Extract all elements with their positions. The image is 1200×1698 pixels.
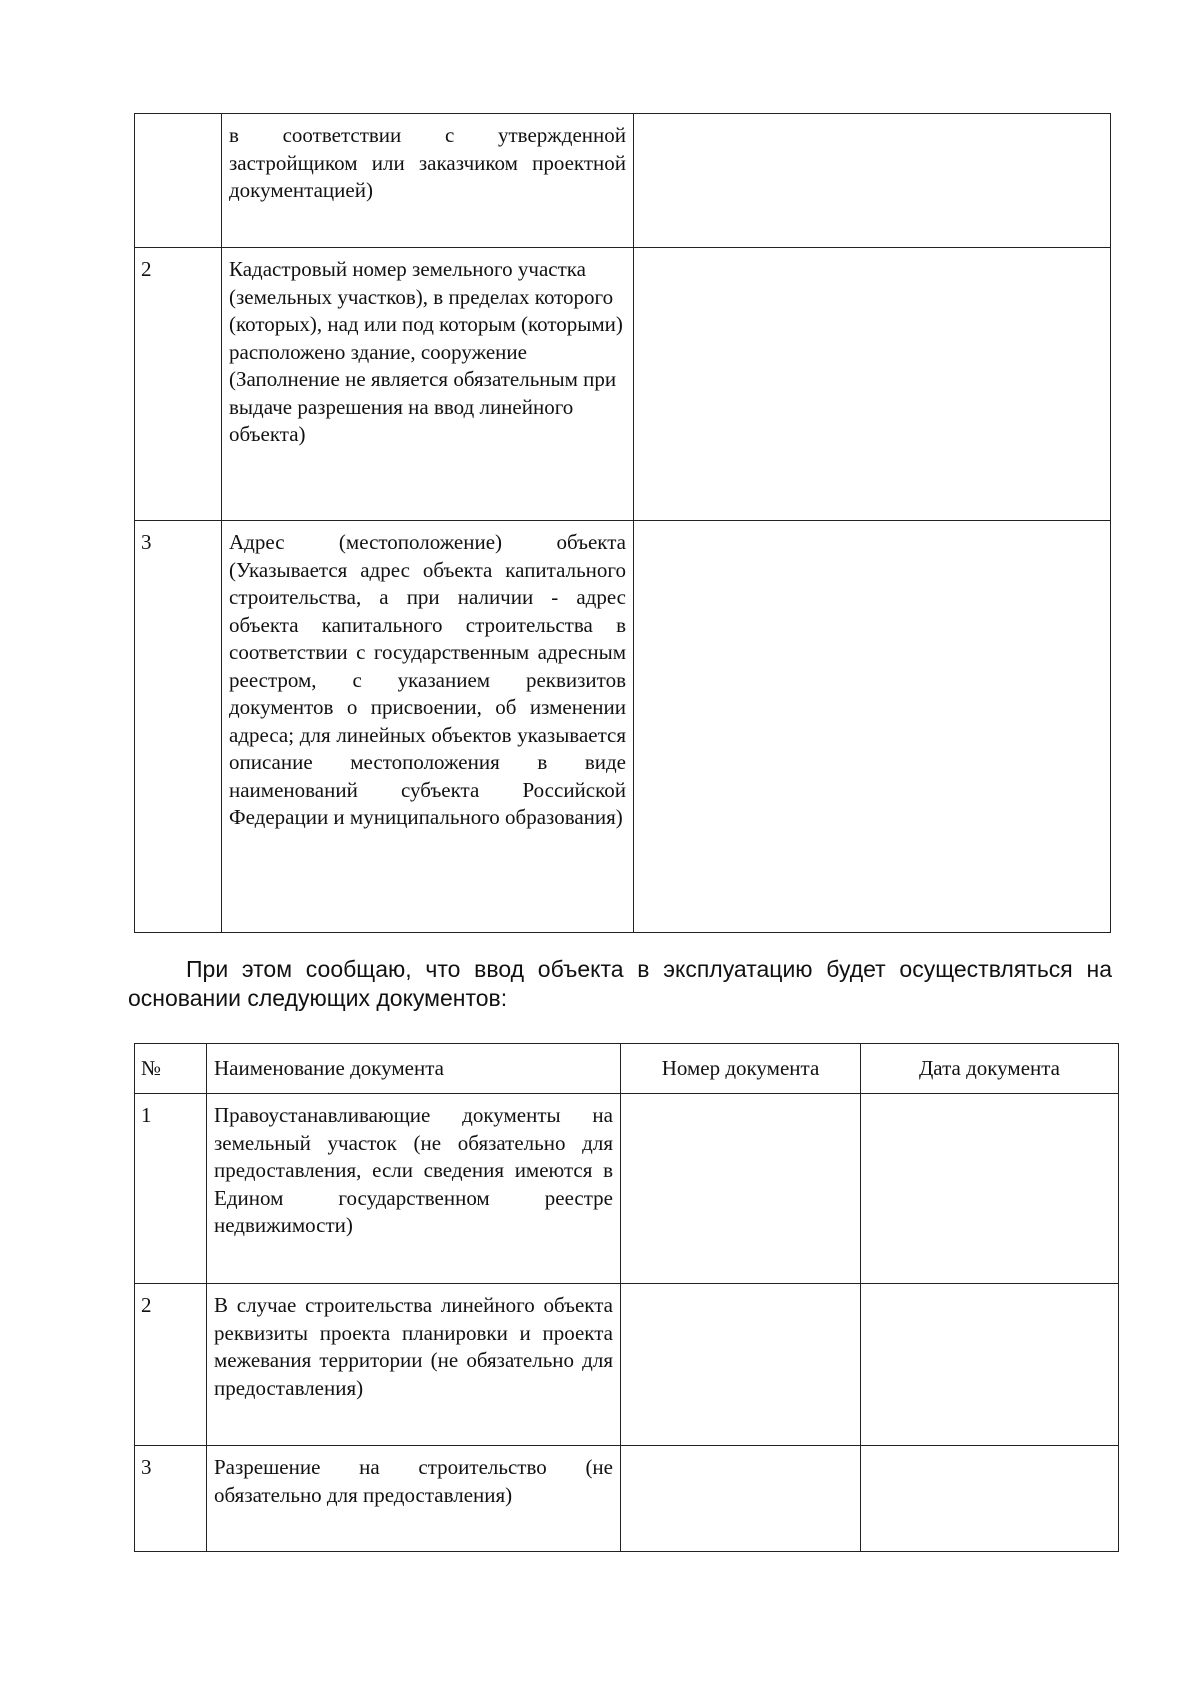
row-number bbox=[135, 114, 222, 248]
header-number: № bbox=[135, 1044, 207, 1094]
row-document-number-field[interactable] bbox=[621, 1284, 861, 1446]
row-document-date-field[interactable] bbox=[861, 1284, 1119, 1446]
row-document-name: Правоустанавливающие документы на земельный участок (не обязательно для предоставления, если сведения имеются в Едином государственном реестре недвижимости) bbox=[207, 1094, 621, 1284]
paragraph-text: При этом сообщаю, что ввод объекта в эксплуатацию будет осуществляться на основании следующих документов: bbox=[128, 956, 1112, 1011]
row-description: Адрес (местоположение) объекта (Указывается адрес объекта капитального строительства, а при наличии - адрес объекта капитального строительства в соответствии с государственным адресным реестром, с указанием реквизитов документов о присвоении, об изменении адреса; для линейных объектов указывается описание местоположения в виде наименований субъекта Российской Федерации и муниципального образования) bbox=[222, 521, 634, 933]
table-row bbox=[135, 1094, 1119, 1284]
row-description: Кадастровый номер земельного участка (земельных участков), в пределах которого (которых), над или под которым (которыми) расположено здание, сооружение (Заполнение не является обязательным при выдаче разрешения на ввод линейного объекта) bbox=[222, 248, 634, 521]
table-row bbox=[135, 1284, 1119, 1446]
table-header-row bbox=[135, 1044, 1119, 1094]
documents-table bbox=[134, 1043, 1119, 1552]
row-value-field[interactable] bbox=[634, 248, 1111, 521]
row-description: в соответствии с утвержденной застройщиком или заказчиком проектной документацией) bbox=[222, 114, 634, 248]
row-document-date-field[interactable] bbox=[861, 1446, 1119, 1552]
object-info-table bbox=[134, 113, 1111, 933]
documents-intro-paragraph bbox=[128, 955, 1112, 1013]
row-document-number-field[interactable] bbox=[621, 1094, 861, 1284]
header-document-name: Наименование документа bbox=[207, 1044, 621, 1094]
table-row bbox=[135, 248, 1111, 521]
row-document-name: Разрешение на строительство (не обязательно для предоставления) bbox=[207, 1446, 621, 1552]
row-document-date-field[interactable] bbox=[861, 1094, 1119, 1284]
row-value-field[interactable] bbox=[634, 114, 1111, 248]
row-number: 1 bbox=[135, 1094, 207, 1284]
row-document-number-field[interactable] bbox=[621, 1446, 861, 1552]
row-number: 3 bbox=[135, 521, 222, 933]
table-row bbox=[135, 114, 1111, 248]
row-number: 2 bbox=[135, 248, 222, 521]
row-document-name: В случае строительства линейного объекта реквизиты проекта планировки и проекта межевания территории (не обязательно для предоставления) bbox=[207, 1284, 621, 1446]
row-number: 2 bbox=[135, 1284, 207, 1446]
table-row bbox=[135, 1446, 1119, 1552]
row-value-field[interactable] bbox=[634, 521, 1111, 933]
table-row bbox=[135, 521, 1111, 933]
row-number: 3 bbox=[135, 1446, 207, 1552]
header-document-date: Дата документа bbox=[861, 1044, 1119, 1094]
header-document-number: Номер документа bbox=[621, 1044, 861, 1094]
